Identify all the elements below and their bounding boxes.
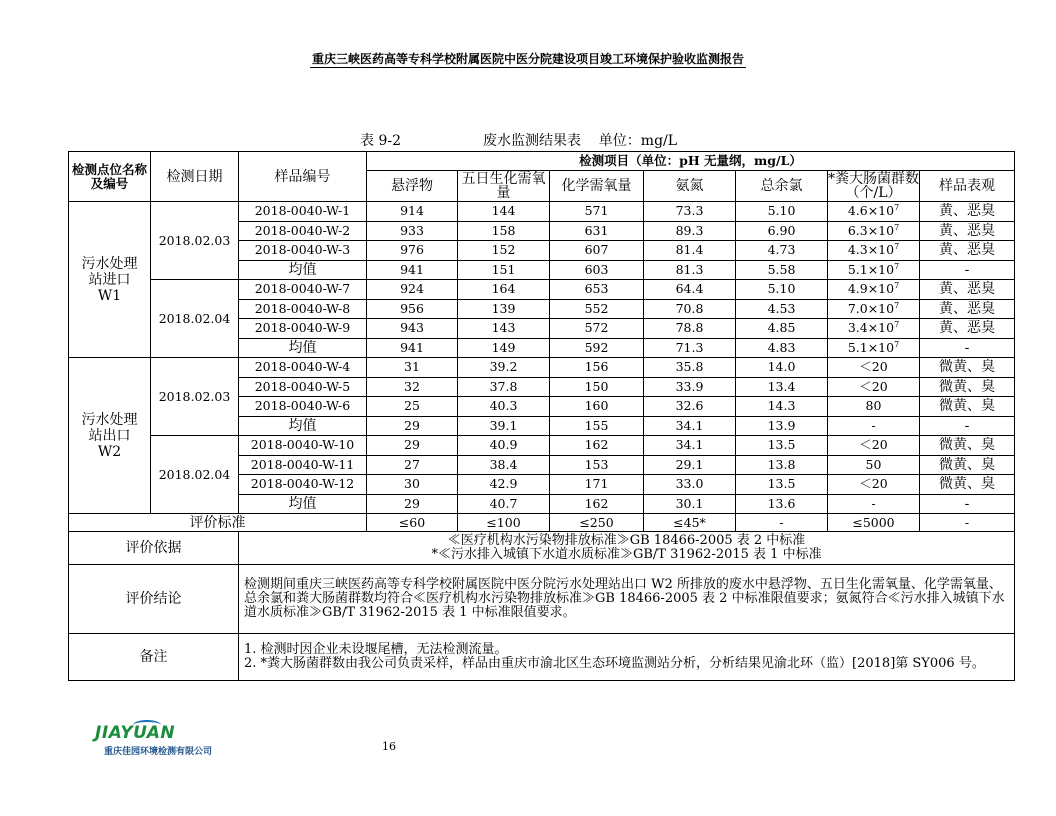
- fecal-value: 4.6×10: [847, 203, 895, 219]
- company-name: 重庆佳园环境检测有限公司: [104, 747, 213, 757]
- basis-label: 评价依据: [69, 532, 239, 565]
- table-row: [69, 358, 1015, 378]
- cell-cod: 571: [550, 202, 644, 222]
- cell-fecal-coliform: [828, 494, 920, 514]
- cell-cl: 4.83: [736, 338, 828, 358]
- cell-appearance: -: [920, 338, 1015, 358]
- cell-appearance: 黄、恶臭: [920, 241, 1015, 261]
- col-header-item: 化学需氧量: [550, 171, 644, 202]
- cell-appearance: 黄、恶臭: [920, 221, 1015, 241]
- fecal-value: 7.0×10: [847, 300, 895, 316]
- cell-cod: 653: [550, 280, 644, 300]
- remarks-text: [239, 634, 1015, 681]
- fecal-value: ＜20: [859, 359, 888, 375]
- cell-ss: 30: [367, 475, 458, 495]
- cell-fecal-coliform: [828, 241, 920, 261]
- site-name: 污水处理站出口W2: [69, 358, 151, 514]
- cell-bod: 144: [458, 202, 550, 222]
- cell-cl: 6.90: [736, 221, 828, 241]
- cell-cl: 5.10: [736, 280, 828, 300]
- cell-nh3: 89.3: [644, 221, 736, 241]
- cell-nh3: 70.8: [644, 299, 736, 319]
- cell-ss: 25: [367, 397, 458, 417]
- fecal-value: 4.3×10: [847, 242, 895, 258]
- cell-cl: 5.58: [736, 260, 828, 280]
- cell-cl: 13.8: [736, 455, 828, 475]
- table-title: 废水监测结果表 单位：mg/L: [483, 133, 678, 149]
- sample-date: 2018.02.03: [151, 202, 239, 280]
- cell-fecal-coliform: [828, 377, 920, 397]
- sample-id: 均值: [239, 338, 367, 358]
- conclusion-row: [69, 565, 1015, 634]
- sample-id: 2018-0040-W-12: [239, 475, 367, 495]
- cell-ss: 976: [367, 241, 458, 261]
- cell-ss: 941: [367, 338, 458, 358]
- cell-cod: 607: [550, 241, 644, 261]
- cell-fecal-coliform: [828, 299, 920, 319]
- cell-nh3: 33.0: [644, 475, 736, 495]
- standard-value: ≤45*: [644, 514, 736, 532]
- page-number: 16: [382, 740, 396, 753]
- cell-appearance: 微黄、臭: [920, 475, 1015, 495]
- fecal-exponent: 7: [894, 222, 900, 232]
- cell-bod: 40.9: [458, 436, 550, 456]
- cell-nh3: 81.3: [644, 260, 736, 280]
- cell-cod: 631: [550, 221, 644, 241]
- cell-nh3: 35.8: [644, 358, 736, 378]
- fecal-value: ＜20: [859, 437, 888, 453]
- cell-ss: 933: [367, 221, 458, 241]
- cell-cod: 162: [550, 436, 644, 456]
- cell-bod: 38.4: [458, 455, 550, 475]
- company-logo: [95, 723, 265, 755]
- col-header-group: 检测项目（单位：pH 无量纲，mg/L）: [367, 152, 1015, 171]
- cell-ss: 27: [367, 455, 458, 475]
- cell-bod: 152: [458, 241, 550, 261]
- standard-row: [69, 514, 1015, 532]
- cell-appearance: 黄、恶臭: [920, 202, 1015, 222]
- cell-cl: 13.5: [736, 436, 828, 456]
- cell-bod: 139: [458, 299, 550, 319]
- cell-cod: 155: [550, 416, 644, 436]
- cell-appearance: -: [920, 416, 1015, 436]
- conclusion-label: 评价结论: [69, 565, 239, 634]
- standard-value: ≤5000: [828, 514, 920, 532]
- sample-id: 2018-0040-W-7: [239, 280, 367, 300]
- cell-bod: 158: [458, 221, 550, 241]
- fecal-value: 5.1×10: [847, 261, 895, 277]
- cell-nh3: 64.4: [644, 280, 736, 300]
- cell-nh3: 29.1: [644, 455, 736, 475]
- cell-ss: 31: [367, 358, 458, 378]
- cell-bod: 39.2: [458, 358, 550, 378]
- report-header: [0, 50, 1056, 67]
- cell-fecal-coliform: [828, 221, 920, 241]
- report-title: 重庆三峡医药高等专科学校附属医院中医分院建设项目竣工环境保护验收监测报告: [311, 52, 744, 66]
- sample-id: 2018-0040-W-5: [239, 377, 367, 397]
- sample-id: 2018-0040-W-2: [239, 221, 367, 241]
- cell-bod: 151: [458, 260, 550, 280]
- conclusion-text: 检测期间重庆三峡医药高等专科学校附属医院中医分院污水处理站出口 W2 所排放的废水中悬浮物、五日生化需氧量、化学需氧量、总余氯和粪大肠菌群数均符合≪医疗机构水污染物排放标准≫GB 18466-2005 表 2 中标准限值要求；氨氮符合≪污水排入城镇下水道水质标准≫GB/T 31962-2015 表 1 中标准限值要求。: [239, 565, 1015, 634]
- col-header-item: 氨氮: [644, 171, 736, 202]
- remark-line-2: 2. *粪大肠菌群数由我公司负责采样，样品由重庆市渝北区生态环境监测站分析，分析结果见渝北环（监）[2018]第 SY006 号。: [244, 656, 985, 671]
- basis-line-2: *≪污水排入城镇下水道水质标准≫GB/T 31962-2015 表 1 中标准: [431, 547, 822, 562]
- sample-id: 2018-0040-W-6: [239, 397, 367, 417]
- cell-cl: 13.5: [736, 475, 828, 495]
- cell-cl: 13.4: [736, 377, 828, 397]
- logo-wordmark: JIAYUAN: [95, 723, 176, 743]
- sample-date: 2018.02.04: [151, 436, 239, 514]
- cell-fecal-coliform: [828, 202, 920, 222]
- cell-fecal-coliform: [828, 455, 920, 475]
- cell-ss: 29: [367, 494, 458, 514]
- basis-line-1: ≪医疗机构水污染物排放标准≫GB 18466-2005 表 2 中标准: [447, 533, 806, 548]
- cell-cod: 552: [550, 299, 644, 319]
- cell-ss: 32: [367, 377, 458, 397]
- cell-ss: 943: [367, 319, 458, 339]
- fecal-exponent: 7: [894, 242, 900, 252]
- cell-appearance: 微黄、臭: [920, 436, 1015, 456]
- fecal-value: ＜20: [859, 476, 888, 492]
- cell-ss: 924: [367, 280, 458, 300]
- col-header-item: 样品表观: [920, 171, 1015, 202]
- cell-fecal-coliform: [828, 436, 920, 456]
- fecal-value: 3.4×10: [847, 320, 895, 336]
- cell-cl: 4.73: [736, 241, 828, 261]
- cell-fecal-coliform: [828, 416, 920, 436]
- fecal-value: ＜20: [859, 378, 888, 394]
- cell-cl: 5.10: [736, 202, 828, 222]
- cell-fecal-coliform: [828, 397, 920, 417]
- sample-id: 2018-0040-W-8: [239, 299, 367, 319]
- cell-fecal-coliform: [828, 475, 920, 495]
- cell-nh3: 81.4: [644, 241, 736, 261]
- cell-appearance: 微黄、臭: [920, 377, 1015, 397]
- cell-fecal-coliform: [828, 280, 920, 300]
- cell-nh3: 73.3: [644, 202, 736, 222]
- sample-id: 2018-0040-W-9: [239, 319, 367, 339]
- fecal-value: 4.9×10: [847, 281, 895, 297]
- cell-bod: 40.7: [458, 494, 550, 514]
- cell-nh3: 71.3: [644, 338, 736, 358]
- fecal-exponent: 7: [894, 281, 900, 291]
- cell-appearance: -: [920, 494, 1015, 514]
- fecal-exponent: 7: [894, 203, 900, 213]
- cell-bod: 37.8: [458, 377, 550, 397]
- cell-fecal-coliform: [828, 319, 920, 339]
- sample-id: 2018-0040-W-3: [239, 241, 367, 261]
- cell-nh3: 34.1: [644, 416, 736, 436]
- remark-line-1: 1. 检测时因企业未设堰尾槽，无法检测流量。: [244, 642, 508, 657]
- cell-nh3: 32.6: [644, 397, 736, 417]
- cell-appearance: 黄、恶臭: [920, 299, 1015, 319]
- cell-ss: 29: [367, 436, 458, 456]
- standard-label: 评价标准: [69, 514, 367, 532]
- sample-id: 均值: [239, 494, 367, 514]
- cell-cod: 592: [550, 338, 644, 358]
- table-row: [69, 202, 1015, 222]
- cell-bod: 149: [458, 338, 550, 358]
- basis-text: [239, 532, 1015, 565]
- cell-bod: 39.1: [458, 416, 550, 436]
- cell-cod: 171: [550, 475, 644, 495]
- sample-id: 2018-0040-W-1: [239, 202, 367, 222]
- cell-cl: 4.85: [736, 319, 828, 339]
- cell-bod: 164: [458, 280, 550, 300]
- sample-id: 均值: [239, 260, 367, 280]
- fecal-value: 6.3×10: [847, 222, 895, 238]
- cell-appearance: 黄、恶臭: [920, 319, 1015, 339]
- cell-ss: 29: [367, 416, 458, 436]
- fecal-exponent: 7: [894, 320, 900, 330]
- sample-id: 2018-0040-W-11: [239, 455, 367, 475]
- table-number: 表 9-2: [360, 133, 401, 149]
- fecal-value: -: [871, 495, 876, 511]
- cell-cl: 13.6: [736, 494, 828, 514]
- fecal-exponent: 7: [894, 339, 900, 349]
- standard-value: ≤250: [550, 514, 644, 532]
- col-header-item: 悬浮物: [367, 171, 458, 202]
- cell-cod: 150: [550, 377, 644, 397]
- fecal-value: 50: [865, 456, 882, 472]
- col-header-date: 检测日期: [151, 152, 239, 202]
- cell-fecal-coliform: [828, 358, 920, 378]
- standard-value: ≤60: [367, 514, 458, 532]
- table-body: [69, 152, 1015, 681]
- basis-row: [69, 532, 1015, 565]
- cell-ss: 941: [367, 260, 458, 280]
- cell-bod: 143: [458, 319, 550, 339]
- col-header-sample: 样品编号: [239, 152, 367, 202]
- table-row: [69, 280, 1015, 300]
- site-name: 污水处理站进口W1: [69, 202, 151, 358]
- cell-cod: 153: [550, 455, 644, 475]
- standard-value: ≤100: [458, 514, 550, 532]
- cell-cod: 572: [550, 319, 644, 339]
- cell-appearance: 黄、恶臭: [920, 280, 1015, 300]
- cell-cl: 4.53: [736, 299, 828, 319]
- fecal-value: -: [871, 417, 876, 433]
- wastewater-results-table: [68, 151, 1015, 681]
- col-header-item: 总余氯: [736, 171, 828, 202]
- cell-cl: 14.0: [736, 358, 828, 378]
- cell-cl: 14.3: [736, 397, 828, 417]
- fecal-value: 80: [865, 398, 882, 414]
- remarks-row: [69, 634, 1015, 681]
- table-row: [69, 436, 1015, 456]
- sample-date: 2018.02.04: [151, 280, 239, 358]
- sample-id: 均值: [239, 416, 367, 436]
- cell-appearance: 微黄、臭: [920, 397, 1015, 417]
- cell-nh3: 33.9: [644, 377, 736, 397]
- cell-cod: 162: [550, 494, 644, 514]
- fecal-exponent: 7: [894, 300, 900, 310]
- cell-ss: 914: [367, 202, 458, 222]
- cell-nh3: 30.1: [644, 494, 736, 514]
- cell-nh3: 34.1: [644, 436, 736, 456]
- cell-nh3: 78.8: [644, 319, 736, 339]
- cell-appearance: 微黄、臭: [920, 455, 1015, 475]
- cell-cod: 603: [550, 260, 644, 280]
- fecal-exponent: 7: [894, 261, 900, 271]
- col-header-item: 五日生化需氧量: [458, 171, 550, 202]
- remarks-label: 备注: [69, 634, 239, 681]
- cell-fecal-coliform: [828, 338, 920, 358]
- cell-cl: 13.9: [736, 416, 828, 436]
- cell-appearance: 微黄、臭: [920, 358, 1015, 378]
- col-header-item: *粪大肠菌群数（个/L）: [828, 171, 919, 201]
- sample-id: 2018-0040-W-4: [239, 358, 367, 378]
- cell-cod: 160: [550, 397, 644, 417]
- cell-cod: 156: [550, 358, 644, 378]
- cell-fecal-coliform: [828, 260, 920, 280]
- sample-id: 2018-0040-W-10: [239, 436, 367, 456]
- cell-ss: 956: [367, 299, 458, 319]
- fecal-value: 5.1×10: [847, 339, 895, 355]
- cell-bod: 40.3: [458, 397, 550, 417]
- sample-date: 2018.02.03: [151, 358, 239, 436]
- cell-bod: 42.9: [458, 475, 550, 495]
- col-header-point: 检测点位名称及编号: [69, 152, 151, 202]
- cell-appearance: -: [920, 260, 1015, 280]
- standard-value: -: [920, 514, 1015, 532]
- standard-value: -: [736, 514, 828, 532]
